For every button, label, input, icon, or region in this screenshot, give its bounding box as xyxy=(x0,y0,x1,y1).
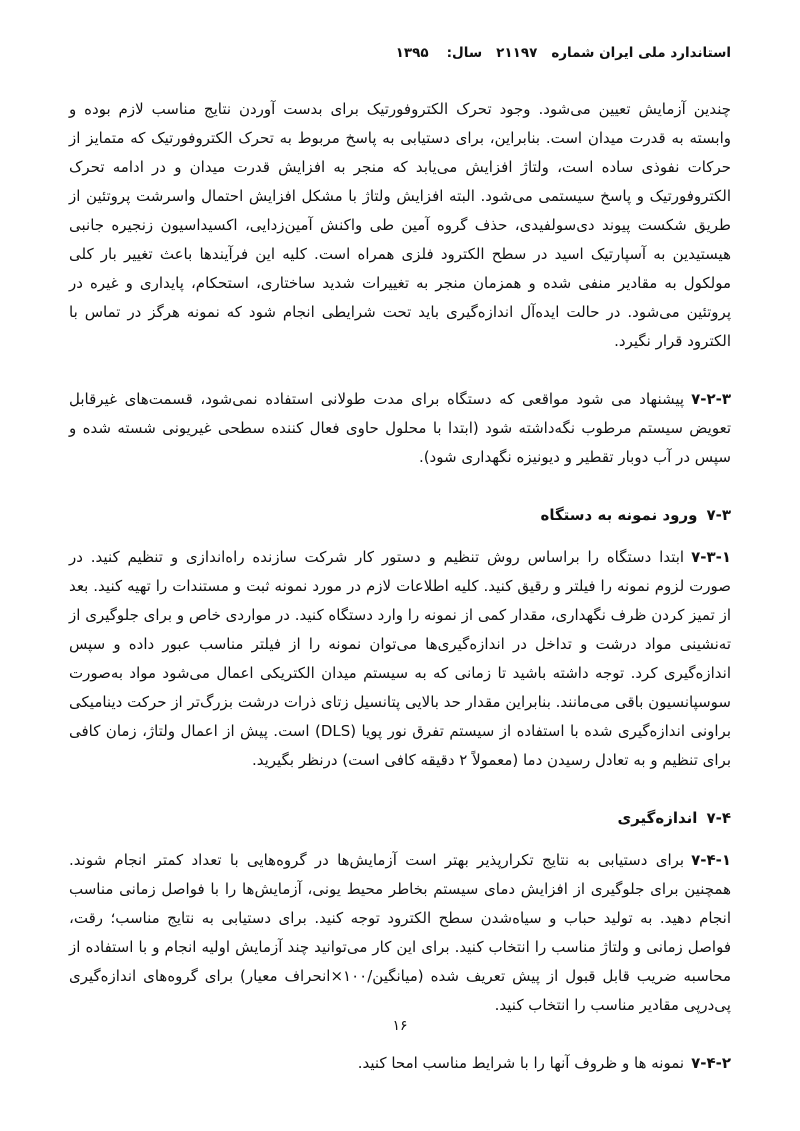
section-text-7-2-3: پیشنهاد می شود مواقعی که دستگاه برای مدت طولانی استفاده نمی‌شود، قسمت‌های غیرقابل تعویض سیستم مرطوب نگه‌داشته شود (ابتدا با محلول حاوی فعال کننده سطحی غیریونی شسته شده و سپس در آب دوبار تقطیر و دیونیزه نگهداری شود). xyxy=(69,390,731,466)
heading-number-7-4: ۷-۴ xyxy=(706,809,731,827)
section-number-7-4-2: ۷-۴-۲ xyxy=(691,1054,731,1072)
section-number-7-4-1: ۷-۴-۱ xyxy=(691,851,731,869)
section-text-7-4-1: برای دستیابی به نتایج تکرارپذیر بهتر است آزمایش‌ها در گروه‌هایی با تعداد کمتر انجام شوند. همچنین برای جلوگیری از افزایش دمای سیستم بخاطر محیط یونی، آزمایش‌ها را با فواصل زمانی مناسب انجام دهید. به تولید حباب و سیاه‌شدن سطح الکترود توجه کنید. برای دستیابی به نتایج مناسب؛ رقت، فواصل زمانی و ولتاژ مناسب را انتخاب کنید. برای این کار می‌توانید چند آزمایش اولیه انجام و با استفاده از محاسبه ضریب قابل قبول از پیش تعریف شده (میانگین/۱۰۰×انحراف معیار) برای گروه‌های اندازه‌گیری پی‌درپی مقادیر مناسب را انتخاب کنید. xyxy=(69,851,731,1014)
standard-year: ۱۳۹۵ xyxy=(395,45,429,61)
section-paragraph-7-3-1 xyxy=(69,543,731,775)
section-text-7-4-2: نمونه ها و ظروف آنها را با شرایط مناسب امحا کنید. xyxy=(357,1054,685,1072)
heading-title-7-4: اندازه‌گیری xyxy=(617,809,698,827)
standard-number: ۲۱۱۹۷ xyxy=(496,45,538,61)
heading-7-4-measurement xyxy=(69,804,731,833)
section-number-7-3-1: ۷-۳-۱ xyxy=(691,548,731,566)
page-number: ۱۶ xyxy=(392,1018,408,1034)
standard-title: استاندارد ملی ایران شماره xyxy=(551,45,731,61)
paragraph-text: چندین آزمایش تعیین می‌شود. وجود تحرک الکتروفورتیک برای بدست آوردن نتایج مناسب لازم بوده و وابسته به قدرت میدان است. بنابراین، برای دستیابی به پاسخ مربوط به تحرک الکتروفورتیک که متمایز از حرکات نفوذی ساده است، ولتاژ افزایش می‌یابد که منجر به افزایش قدرت میدان و در ادامه تحرک الکتروفورتیک و پاسخ سیستمی می‌شود. البته افزایش ولتاژ با مشکل افزایش احتمال واسرشت پروتئین از طریق شکست پیوند دی‌سولفیدی، حذف گروه آمین طی واکنش آمین‌زدایی، اکسیداسیون زنجیره جانبی هیستیدین به آسپارتیک اسید در سطح الکترود فلزی همراه است. کلیه این فرآیندها باعث تغییر بار کلی مولکول به مقادیر منفی شده و همزمان منجر به تغییرات شدید ساختاری، استحکام، پایداری و غیره در پروتئین می‌شود. در حالت ایده‌آل اندازه‌گیری باید تحت شرایطی انجام شود که نمونه هرگز در تماس با الکترود قرار نگیرد. xyxy=(69,100,731,350)
heading-7-3-sample-entry xyxy=(69,501,731,530)
section-paragraph-7-4-2 xyxy=(69,1049,731,1078)
section-paragraph-7-4-1 xyxy=(69,846,731,1020)
paragraph-electrophoretic-intro xyxy=(69,95,731,356)
section-text-7-3-1: ابتدا دستگاه را براساس روش تنظیم و دستور کار شرکت سازنده راه‌اندازی و تنظیم کنید. در صورت لزوم نمونه را فیلتر و رقیق کنید. کلیه اطلاعات لازم در مورد نمونه ثبت و مستندات را تهیه کنید. بعد از تمیز کردن ظرف نگهداری، مقدار کمی از نمونه را وارد دستگاه کنید. در مواردی خاص و برای جلوگیری از ته‌نشینی مواد درشت و تداخل در اندازه‌گیری‌ها می‌توان نمونه را از فیلتر مناسب عبور داده و سپس اندازه‌گیری کرد. توجه داشته باشید تا زمانی که به سیستم میدان الکتریکی اعمال می‌شود مواد به‌صورت سوسپانسیون باقی می‌مانند. بنابراین مقدار حد بالایی پتانسیل زتای ذرات درشت بزرگ‌تر از حرکت دینامیکی براونی اندازه‌گیری شده با استفاده از سیستم تفرق نور پویا (DLS) است. پیش از اعمال ولتاژ، زمان کافی برای تنظیم و به تعادل رسیدن دما (معمولاً ۲ دقیقه کافی است) درنظر بگیرید. xyxy=(69,548,731,769)
heading-number-7-3: ۷-۳ xyxy=(706,506,731,524)
section-number-7-2-3: ۷-۲-۳ xyxy=(691,390,731,408)
section-paragraph-7-2-3 xyxy=(69,385,731,472)
standard-header xyxy=(69,45,731,61)
heading-title-7-3: ورود نمونه به دستگاه xyxy=(540,506,698,524)
standard-year-label: سال: xyxy=(446,45,483,61)
